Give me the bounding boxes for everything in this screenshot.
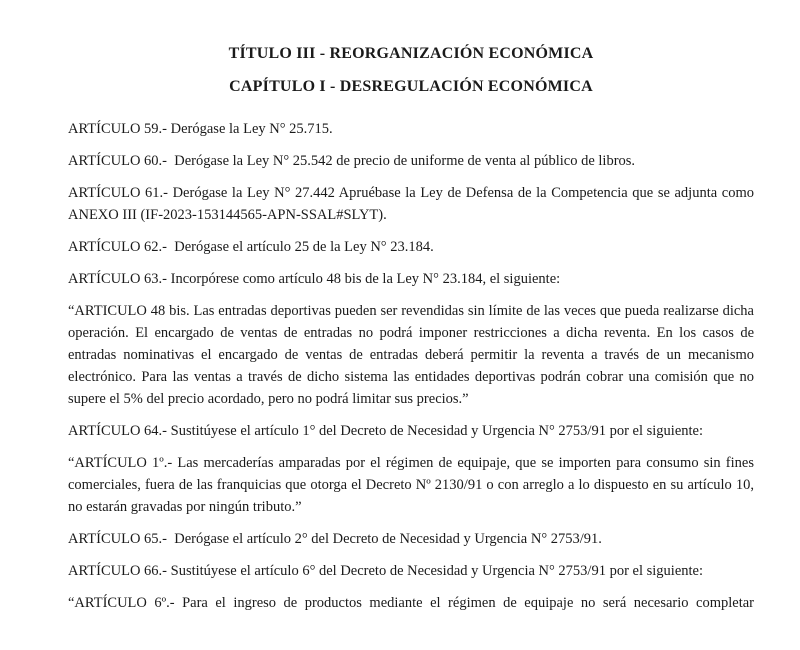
document-body bbox=[68, 118, 754, 614]
paragraph: “ARTICULO 48 bis. Las entradas deportivas pueden ser revendidas sin límite de las veces que pueda realizarse dicha operación. El encargado de ventas de entradas no podrá imponer restricciones a dicha reventa. En los casos de entradas nominativas el encargado de ventas de entradas deberá permitir la reventa a través de un mecanismo electrónico. Para las ventas a través de dicho sistema las entidades deportivas podrán cobrar una comisión que no supere el 5% del precio acordado, pero no podrá limitar sus precios.” bbox=[68, 303, 754, 407]
document-title: TÍTULO III - REORGANIZACIÓN ECONÓMICA bbox=[228, 45, 594, 62]
paragraph: ARTÍCULO 66.- Sustitúyese el artículo 6° del Decreto de Necesidad y Urgencia N° 2753/91 por el siguiente: bbox=[68, 563, 704, 579]
paragraph: ARTÍCULO 62.- Derógase el artículo 25 de la Ley N° 23.184. bbox=[68, 239, 434, 255]
paragraph: ARTÍCULO 63.- Incorpórese como artículo 48 bis de la Ley N° 23.184, el siguiente: bbox=[68, 271, 561, 287]
paragraph: ARTÍCULO 65.- Derógase el artículo 2° del Decreto de Necesidad y Urgencia N° 2753/91. bbox=[68, 531, 602, 547]
paragraph: ARTÍCULO 64.- Sustitúyese el artículo 1° del Decreto de Necesidad y Urgencia N° 2753/91 por el siguiente: bbox=[68, 423, 704, 439]
paragraph: “ARTÍCULO 6º.- Para el ingreso de productos mediante el régimen de equipaje no será necesario completar bbox=[68, 595, 754, 611]
paragraph: ARTÍCULO 61.- Derógase la Ley N° 27.442 Apruébase la Ley de Defensa de la Competencia que se adjunta como ANEXO III (IF-2023-153144565-APN-SSAL#SLYT). bbox=[68, 185, 754, 223]
paragraph: ARTÍCULO 59.- Derógase la Ley N° 25.715. bbox=[68, 121, 333, 137]
paragraph: “ARTÍCULO 1º.- Las mercaderías amparadas por el régimen de equipaje, que se importen para consumo sin fines comerciales, fuera de las franquicias que otorga el Decreto Nº 2130/91 o con arreglo a lo dispuesto en su artículo 10, no estarán gravadas por ningún tributo.” bbox=[68, 455, 754, 515]
chapter-title: CAPÍTULO I - DESREGULACIÓN ECONÓMICA bbox=[229, 78, 593, 95]
paragraph: ARTÍCULO 60.- Derógase la Ley N° 25.542 de precio de uniforme de venta al público de libros. bbox=[68, 153, 636, 169]
